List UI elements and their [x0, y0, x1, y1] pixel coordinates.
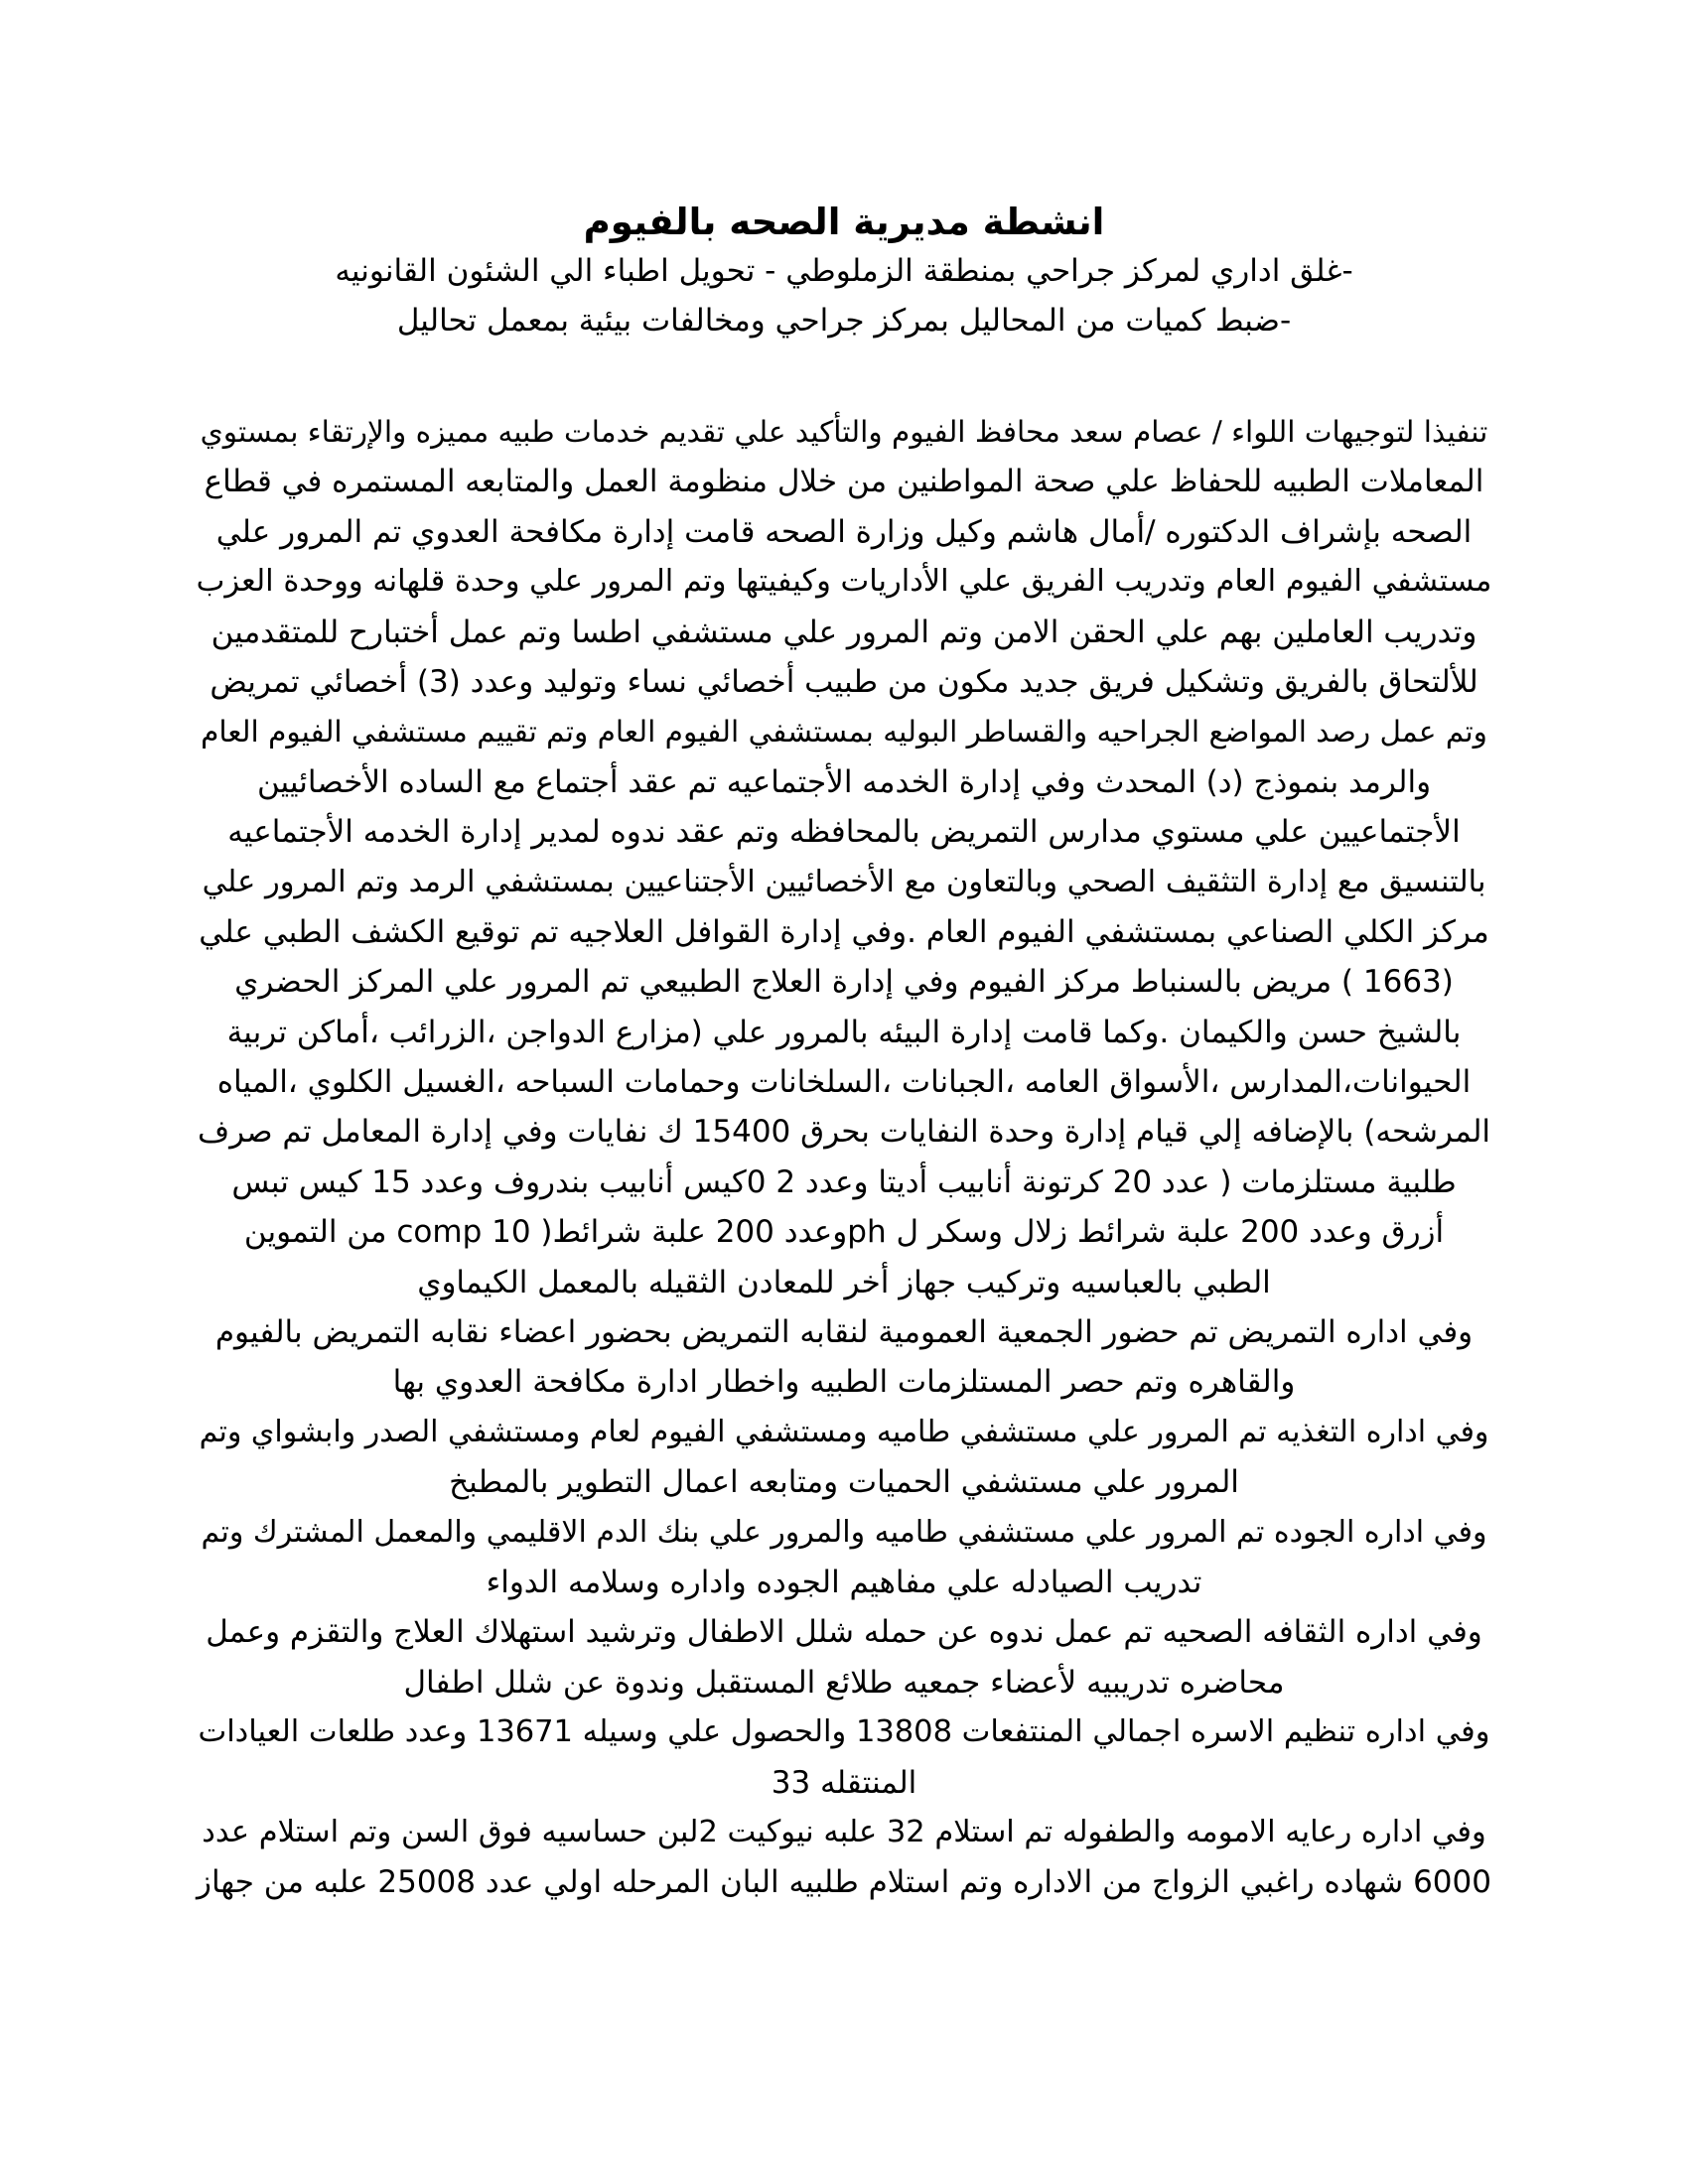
- body-line: الأجتماعيين علي مستوي مدارس التمريض بالمحافظه وتم عقد ندوه لمدير إدارة الخدمه الأجتماعيه: [227, 814, 1461, 851]
- body-line: وفي اداره التمريض تم حضور الجمعية العمومية لنقابه التمريض بحضور اعضاء نقابه التمريض بالفيوم: [214, 1314, 1474, 1351]
- body-line: بالشيخ حسن والكيمان .وكما قامت إدارة البيئه بالمرور علي (مزارع الدواجن ،الزرائب ،أماكن تربية: [226, 1014, 1462, 1050]
- body-line: وفي اداره الثقافه الصحيه تم عمل ندوه عن حمله شلل الاطفال وترشيد استهلاك العلاج والتقزم وعمل: [206, 1614, 1482, 1651]
- body-line: مركز الكلي الصناعي بمستشفي الفيوم العام .وفي إدارة القوافل العلاجيه تم توقيع الكشف الطبي علي: [199, 913, 1489, 950]
- body-line: (1663 ) مريض بالسنباط مركز الفيوم وفي إدارة العلاج الطبيعي تم المرور علي المركز الحضري: [234, 964, 1454, 1001]
- body-line: للألتحاق بالفريق وتشكيل فريق جديد مكون من طبيب أخصائي نساء وتوليد وعدد (3) أخصائي تمريض: [210, 663, 1478, 700]
- body-line: وفي اداره رعايه الامومه والطفوله تم استلام 32 علبه نيوكيت 2لبن حساسيه فوق السن وتم استلام عدد: [202, 1814, 1486, 1849]
- document-header: [199, 199, 1489, 345]
- body-line: وفي اداره تنظيم الاسره اجمالي المنتفعات 13808 والحصول علي وسيله 13671 وعدد طلعات العيادات: [198, 1714, 1490, 1750]
- body-line: طلبية مستلزمات ( عدد 20 كرتونة أنابيب أديتا وعدد 2 0كيس أنابيب بندروف وعدد 15 كيس تبس: [231, 1163, 1457, 1200]
- subtitle-line: -غلق اداري لمركز جراحي بمنطقة الزملوطي - تحويل اطباء الي الشئون القانونيه: [335, 253, 1353, 289]
- body-line: الطبي بالعباسيه وتركيب جهاز أخر للمعادن الثقيله بالمعمل الكيماوي: [417, 1264, 1271, 1300]
- body-line: المنتقله 33: [771, 1764, 917, 1801]
- body-line: أزرق وعدد 200 علبة شرائط زلال وسكر ل phوعدد 200 علبة شرائط( comp 10 من التموين: [243, 1214, 1445, 1251]
- body-line: محاضره تدريبيه لأعضاء جمعيه طلائع المستقبل وندوة عن شلل اطفال: [403, 1664, 1285, 1701]
- body-line: تدريب الصيادله علي مفاهيم الجوده واداره وسلامه الدواء: [486, 1564, 1202, 1600]
- body-line: الصحه بإشراف الدكتوره /أمال هاشم وكيل وزارة الصحه قامت إدارة مكافحة العدوي تم المرور علي: [215, 513, 1473, 550]
- page-title: انشطة مديرية الصحه بالفيوم: [583, 201, 1105, 243]
- body-line: والقاهره وتم حصر المستلزمات الطبيه واخطار ادارة مكافحة العدوي بها: [392, 1364, 1296, 1401]
- subtitle-line: -ضبط كميات من المحاليل بمركز جراحي ومخالفات بيئية بمعمل تحاليل: [396, 303, 1292, 339]
- body-text: [194, 407, 1494, 1908]
- body-line: مستشفي الفيوم العام وتدريب الفريق علي الأداريات وكيفيتها وتم المرور علي وحدة قلهانه ووحدة العزب: [196, 564, 1492, 600]
- body-line: وفي اداره الجوده تم المرور علي مستشفي طاميه والمرور علي بنك الدم الاقليمي والمعمل المشترك وتم: [201, 1514, 1487, 1550]
- body-line: والرمد بنموذج (د) المحدث وفي إدارة الخدمه الأجتماعيه تم عقد أجتماع مع الساده الأخصائيين: [256, 763, 1432, 800]
- body-line: المعاملات الطبيه للحفاظ علي صحة المواطنين من خلال منظومة العمل والمتابعه المستمره في قطاع: [204, 464, 1484, 500]
- body-line: 6000 شهاده راغبي الزواج من الاداره وتم استلام طلبيه البان المرحله اولي عدد 25008 علبه من جهاز: [197, 1864, 1491, 1901]
- body-line: الحيوانات،المدارس ،الأسواق العامه ،الجبانات ،السلخانات وحمامات السباحه ،الغسيل الكلوي ،المياه: [216, 1064, 1472, 1101]
- body-line: وفي اداره التغذيه تم المرور علي مستشفي طاميه ومستشفي الفيوم لعام ومستشفي الصدر وابشواي وتم: [199, 1414, 1489, 1449]
- body-line: وتم عمل رصد المواضع الجراحيه والقساطر البوليه بمستشفي الفيوم العام وتم تقييم مستشفي الفيوم العام: [201, 715, 1487, 750]
- body-line: المرشحه) بالإضافه إلي قيام إدارة وحدة النفايات بحرق 15400 ك نفايات وفي إدارة المعامل تم صرف: [197, 1114, 1491, 1151]
- body-line: تنفيذا لتوجيهات اللواء / عصام سعد محافظ الفيوم والتأكيد علي تقديم خدمات طبيه مميزه والإرتقاء بمستوي: [200, 415, 1488, 449]
- body-line: المرور علي مستشفي الحميات ومتابعه اعمال التطوير بالمطبخ: [449, 1464, 1239, 1501]
- body-line: وتدريب العاملين بهم علي الحقن الامن وتم المرور علي مستشفي اطسا وتم عمل أختبارح للمتقدمين: [211, 614, 1477, 650]
- body-line: بالتنسيق مع إدارة التثقيف الصحي وبالتعاون مع الأخصائيين الأجتناعيين بمستشفي الرمد وتم المرور علي: [202, 864, 1486, 899]
